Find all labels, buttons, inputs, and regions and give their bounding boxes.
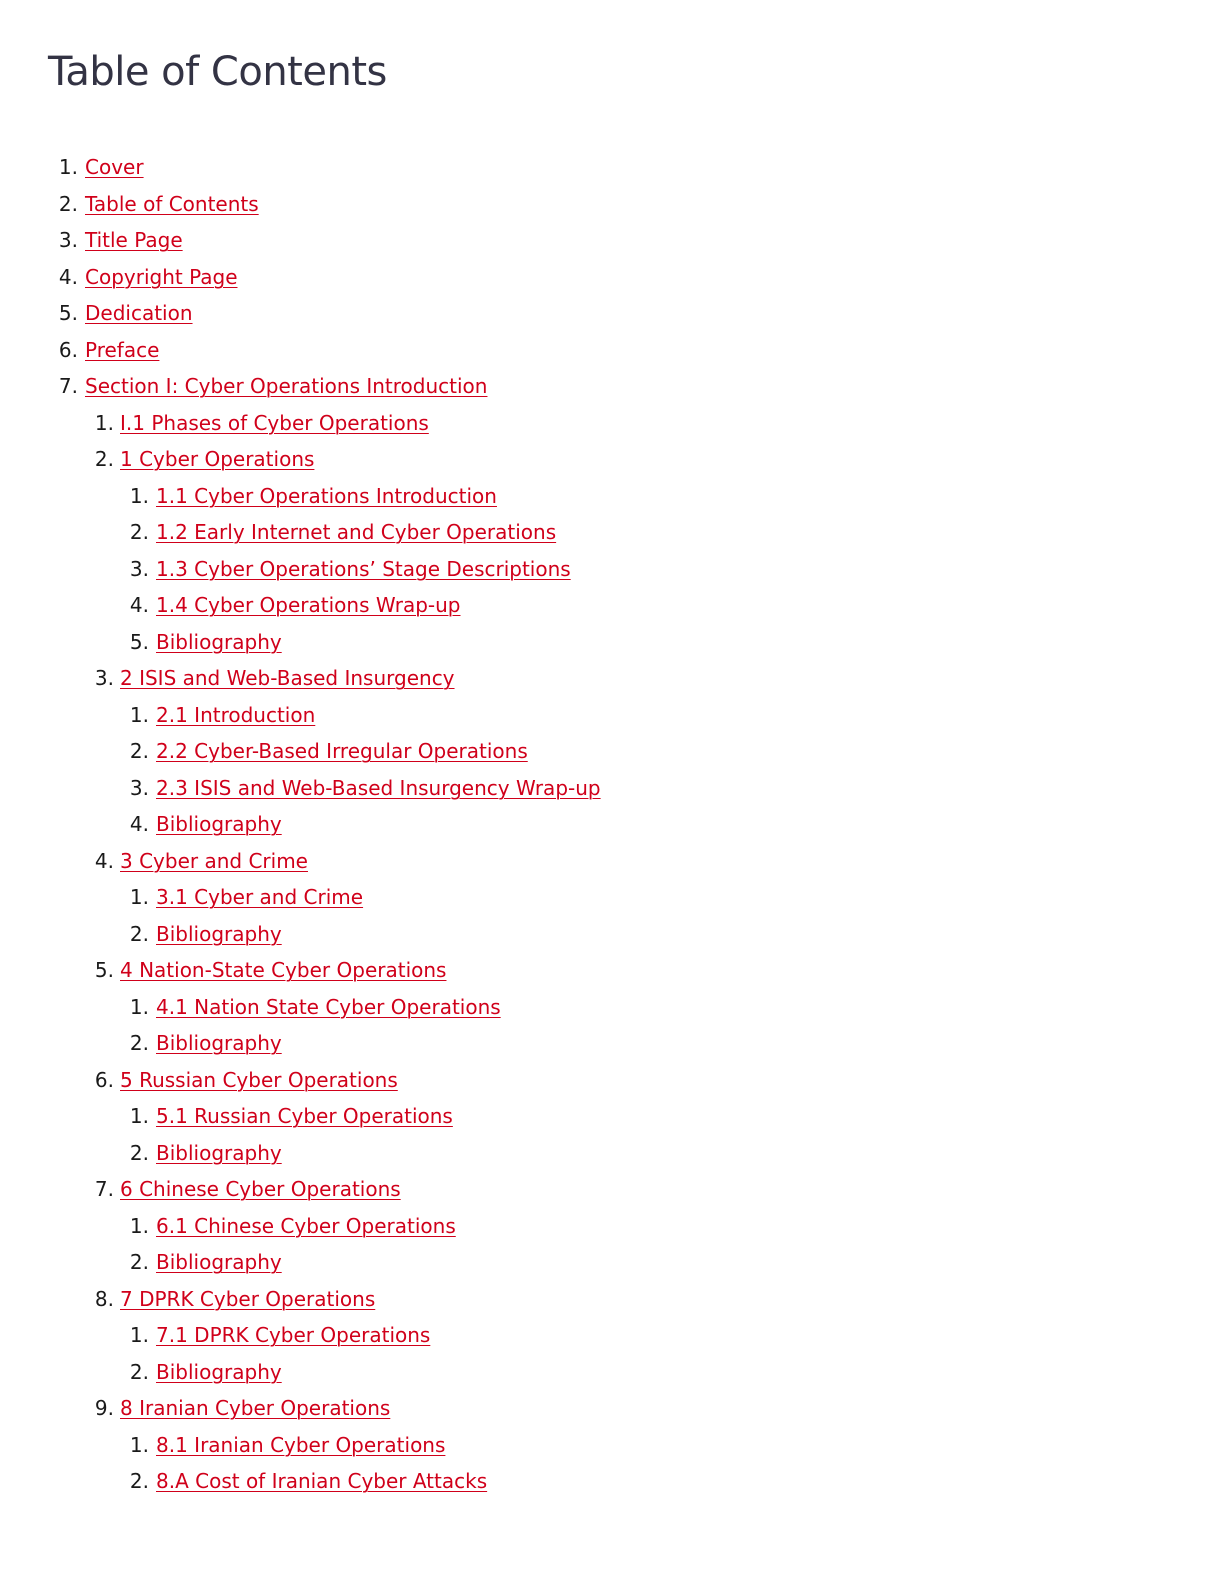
- toc-item: [0, 259, 1224, 296]
- toc-item-number: 3.: [58, 228, 78, 252]
- toc-item-number: 2.: [94, 447, 114, 471]
- toc-item: [0, 551, 1224, 588]
- toc-item-link[interactable]: Bibliography: [156, 629, 282, 654]
- toc-item-link[interactable]: Dedication: [85, 301, 193, 325]
- toc-item: [0, 441, 1224, 478]
- toc-item-number: 1.: [129, 1104, 149, 1128]
- toc-item: [0, 587, 1224, 624]
- toc-item-number: 1.: [129, 702, 149, 727]
- toc-item-link[interactable]: 8.1 Iranian Cyber Operations: [156, 1432, 446, 1457]
- toc-item-number: 3.: [129, 775, 149, 800]
- toc-item-number: 4.: [129, 593, 149, 617]
- toc-item-link[interactable]: 3.1 Cyber and Crime: [156, 885, 364, 909]
- toc-item: [0, 514, 1224, 551]
- toc-item-number: 2.: [129, 520, 149, 544]
- toc-item-link[interactable]: 6.1 Chinese Cyber Operations: [156, 1213, 456, 1238]
- toc-item-link[interactable]: 2.1 Introduction: [156, 702, 316, 727]
- toc-item-link[interactable]: 1.4 Cyber Operations Wrap-up: [156, 593, 461, 617]
- toc-item-number: 6.: [94, 1067, 114, 1092]
- toc-item-number: 5.: [58, 301, 78, 325]
- toc-item: [0, 1354, 1224, 1391]
- toc-item: [0, 1427, 1224, 1464]
- toc-item-link[interactable]: 7 DPRK Cyber Operations: [120, 1286, 376, 1311]
- toc-item: [0, 332, 1224, 369]
- toc-item-number: 1.: [94, 410, 114, 435]
- toc-item-link[interactable]: 5 Russian Cyber Operations: [120, 1067, 398, 1092]
- toc-item-link[interactable]: 3 Cyber and Crime: [120, 848, 308, 873]
- toc-item-link[interactable]: Cover: [85, 155, 144, 179]
- toc-item: [0, 478, 1224, 515]
- toc-item-link[interactable]: Table of Contents: [85, 191, 259, 216]
- toc-item-number: 1.: [129, 885, 149, 909]
- page-title: Table of Contents: [48, 49, 387, 95]
- toc-item: [0, 843, 1224, 880]
- toc-item-link[interactable]: 5.1 Russian Cyber Operations: [156, 1104, 453, 1128]
- toc-item: [0, 660, 1224, 697]
- toc-item: [0, 624, 1224, 661]
- toc-item: [0, 1244, 1224, 1281]
- toc-item-number: 7.: [58, 374, 78, 398]
- toc-item-link[interactable]: 7.1 DPRK Cyber Operations: [156, 1323, 431, 1347]
- toc-item-link[interactable]: Bibliography: [156, 812, 282, 836]
- table-of-contents-list: [0, 149, 1224, 1500]
- toc-item-link[interactable]: Preface: [85, 337, 160, 362]
- toc-item-number: 5.: [129, 629, 149, 654]
- toc-item: [0, 1317, 1224, 1354]
- toc-item: [0, 916, 1224, 953]
- toc-item-link[interactable]: 2 ISIS and Web-Based Insurgency: [120, 666, 455, 690]
- toc-item: [0, 405, 1224, 442]
- toc-item-link[interactable]: 6 Chinese Cyber Operations: [120, 1177, 401, 1201]
- toc-item-link[interactable]: 4 Nation-State Cyber Operations: [120, 958, 447, 982]
- toc-item-link[interactable]: Bibliography: [156, 1031, 282, 1055]
- toc-item: [0, 149, 1224, 186]
- toc-item-number: 2.: [129, 1250, 149, 1274]
- toc-item: [0, 952, 1224, 989]
- toc-item: [0, 1171, 1224, 1208]
- toc-item: [0, 1098, 1224, 1135]
- toc-item-link[interactable]: 1 Cyber Operations: [120, 447, 315, 471]
- toc-item: [0, 1062, 1224, 1099]
- toc-item: [0, 733, 1224, 770]
- toc-item-number: 6.: [58, 337, 78, 362]
- toc-item-link[interactable]: Copyright Page: [85, 264, 238, 289]
- toc-item-link[interactable]: 1.1 Cyber Operations Introduction: [156, 483, 497, 508]
- toc-item: [0, 1208, 1224, 1245]
- toc-item-link[interactable]: 2.2 Cyber-Based Irregular Operations: [156, 739, 528, 763]
- toc-item: [0, 697, 1224, 734]
- toc-item-number: 1.: [129, 1323, 149, 1347]
- toc-item-number: 3.: [129, 556, 149, 581]
- toc-item: [0, 222, 1224, 259]
- toc-item-number: 2.: [129, 1469, 149, 1493]
- toc-item-number: 4.: [58, 264, 78, 289]
- toc-item-number: 2.: [129, 739, 149, 763]
- toc-item-link[interactable]: 2.3 ISIS and Web-Based Insurgency Wrap-up: [156, 775, 601, 800]
- toc-item-link[interactable]: Bibliography: [156, 1359, 282, 1384]
- toc-item-number: 2.: [129, 1031, 149, 1055]
- toc-item-number: 2.: [58, 191, 78, 216]
- toc-item-number: 4.: [129, 812, 149, 836]
- toc-item: [0, 295, 1224, 332]
- toc-item-link[interactable]: Section I: Cyber Operations Introduction: [85, 374, 488, 398]
- toc-item-link[interactable]: Title Page: [85, 228, 183, 252]
- toc-item-number: 2.: [129, 921, 149, 946]
- toc-item: [0, 989, 1224, 1026]
- toc-item: [0, 806, 1224, 843]
- toc-item-number: 1.: [129, 1213, 149, 1238]
- toc-item-link[interactable]: 1.3 Cyber Operations’ Stage Descriptions: [156, 556, 571, 581]
- toc-item-link[interactable]: 4.1 Nation State Cyber Operations: [156, 994, 501, 1019]
- toc-item-number: 1.: [129, 483, 149, 508]
- toc-item-number: 7.: [94, 1177, 114, 1201]
- toc-item: [0, 1281, 1224, 1318]
- toc-item-link[interactable]: I.1 Phases of Cyber Operations: [120, 410, 429, 435]
- toc-item: [0, 1463, 1224, 1500]
- toc-item-number: 2.: [129, 1359, 149, 1384]
- toc-item: [0, 368, 1224, 405]
- toc-item-link[interactable]: Bibliography: [156, 1250, 282, 1274]
- toc-item: [0, 1135, 1224, 1172]
- toc-item-number: 1.: [58, 155, 78, 179]
- toc-item: [0, 770, 1224, 807]
- toc-item-link[interactable]: Bibliography: [156, 1140, 282, 1165]
- toc-item-link[interactable]: 1.2 Early Internet and Cyber Operations: [156, 520, 557, 544]
- toc-item-number: 1.: [129, 1432, 149, 1457]
- toc-item-link[interactable]: 8.A Cost of Iranian Cyber Attacks: [156, 1469, 488, 1493]
- toc-item-number: 9.: [94, 1396, 114, 1420]
- toc-item-number: 4.: [94, 848, 114, 873]
- toc-item-number: 1.: [129, 994, 149, 1019]
- toc-item: [0, 186, 1224, 223]
- toc-item-number: 2.: [129, 1140, 149, 1165]
- toc-item-number: 8.: [94, 1286, 114, 1311]
- toc-item: [0, 879, 1224, 916]
- toc-item-link[interactable]: 8 Iranian Cyber Operations: [120, 1396, 391, 1420]
- toc-item: [0, 1025, 1224, 1062]
- toc-item-number: 5.: [94, 958, 114, 982]
- toc-item-link[interactable]: Bibliography: [156, 921, 282, 946]
- toc-item-number: 3.: [94, 666, 114, 690]
- toc-item: [0, 1390, 1224, 1427]
